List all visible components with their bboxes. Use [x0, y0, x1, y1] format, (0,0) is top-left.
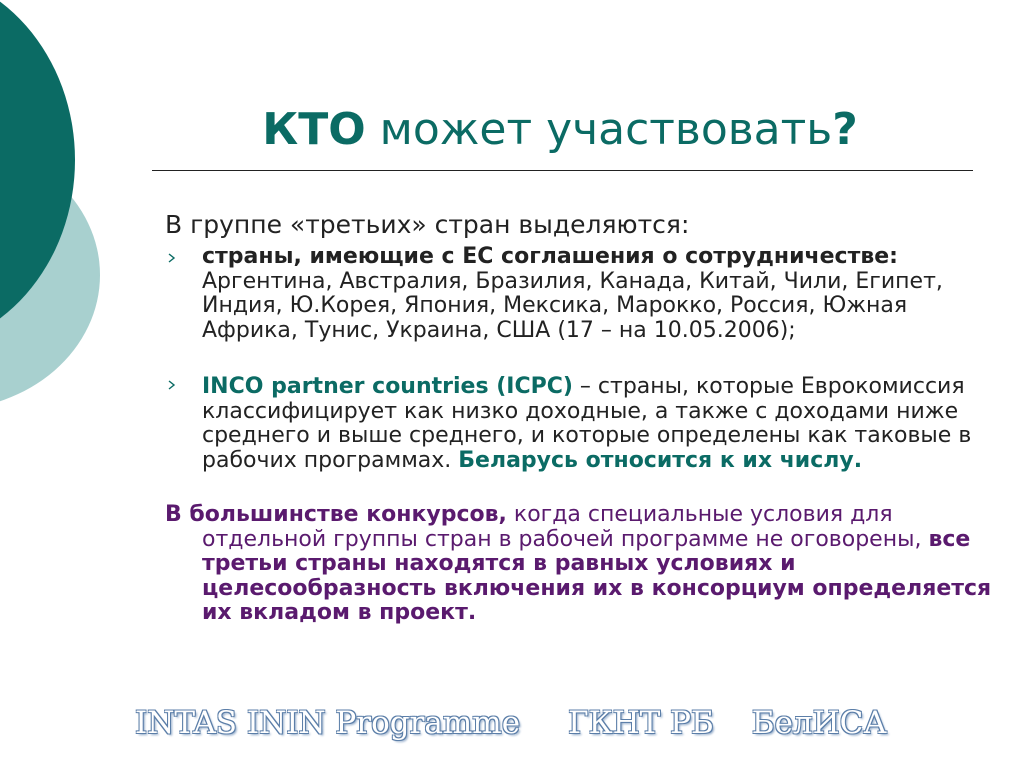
footer	[135, 700, 935, 746]
para3-lead: В большинстве конкурсов,	[165, 502, 507, 527]
item2-bold: INCO partner countries (ICPC)	[202, 374, 573, 399]
chevron-right-icon	[167, 253, 177, 263]
item2-text: – страны, которые Еврокомиссия классифицирует как низко доходные, а также с доходами ниже среднего и выше среднего, и которые определены как таковые в рабочих программах.	[202, 374, 972, 473]
title-divider	[152, 170, 973, 171]
bullet-item-agreement-countries	[202, 245, 972, 343]
item1-text: Аргентина, Австралия, Бразилия, Канада, Китай, Чили, Египет, Индия, Ю.Корея, Япония, Мексика, Марокко, Россия, Южная Африка, Тунис, Украина, США (17 – на 10.05.2006);	[202, 268, 943, 343]
title-rest: может участвовать	[365, 104, 833, 155]
para3-bold: все третьи страны находятся в равных условиях и целесообразность включения их в консорциум определяется их вкладом в проект.	[202, 526, 992, 625]
item2-highlight: Беларусь относится к их числу.	[458, 447, 863, 473]
chevron-right-icon	[167, 380, 177, 390]
title-question-mark: ?	[832, 104, 858, 155]
intro-text: В группе «третьих» стран выделяются:	[165, 210, 690, 239]
footer-belisa: БелИСА	[751, 705, 887, 741]
slide-title	[150, 100, 970, 160]
footer-gknt: ГКНТ РБ	[568, 705, 714, 741]
item1-bold: страны, имеющие с ЕС соглашения о сотрудничестве:	[202, 244, 898, 269]
footer-intas: INTAS ININ Programme	[135, 705, 521, 741]
para3-text: когда специальные условия для отдельной группы стран в рабочей программе не оговорены,	[202, 502, 929, 552]
title-bold: КТО	[262, 104, 366, 155]
paragraph-most-calls	[165, 503, 1002, 626]
bullet-item-inco-countries	[202, 375, 972, 473]
